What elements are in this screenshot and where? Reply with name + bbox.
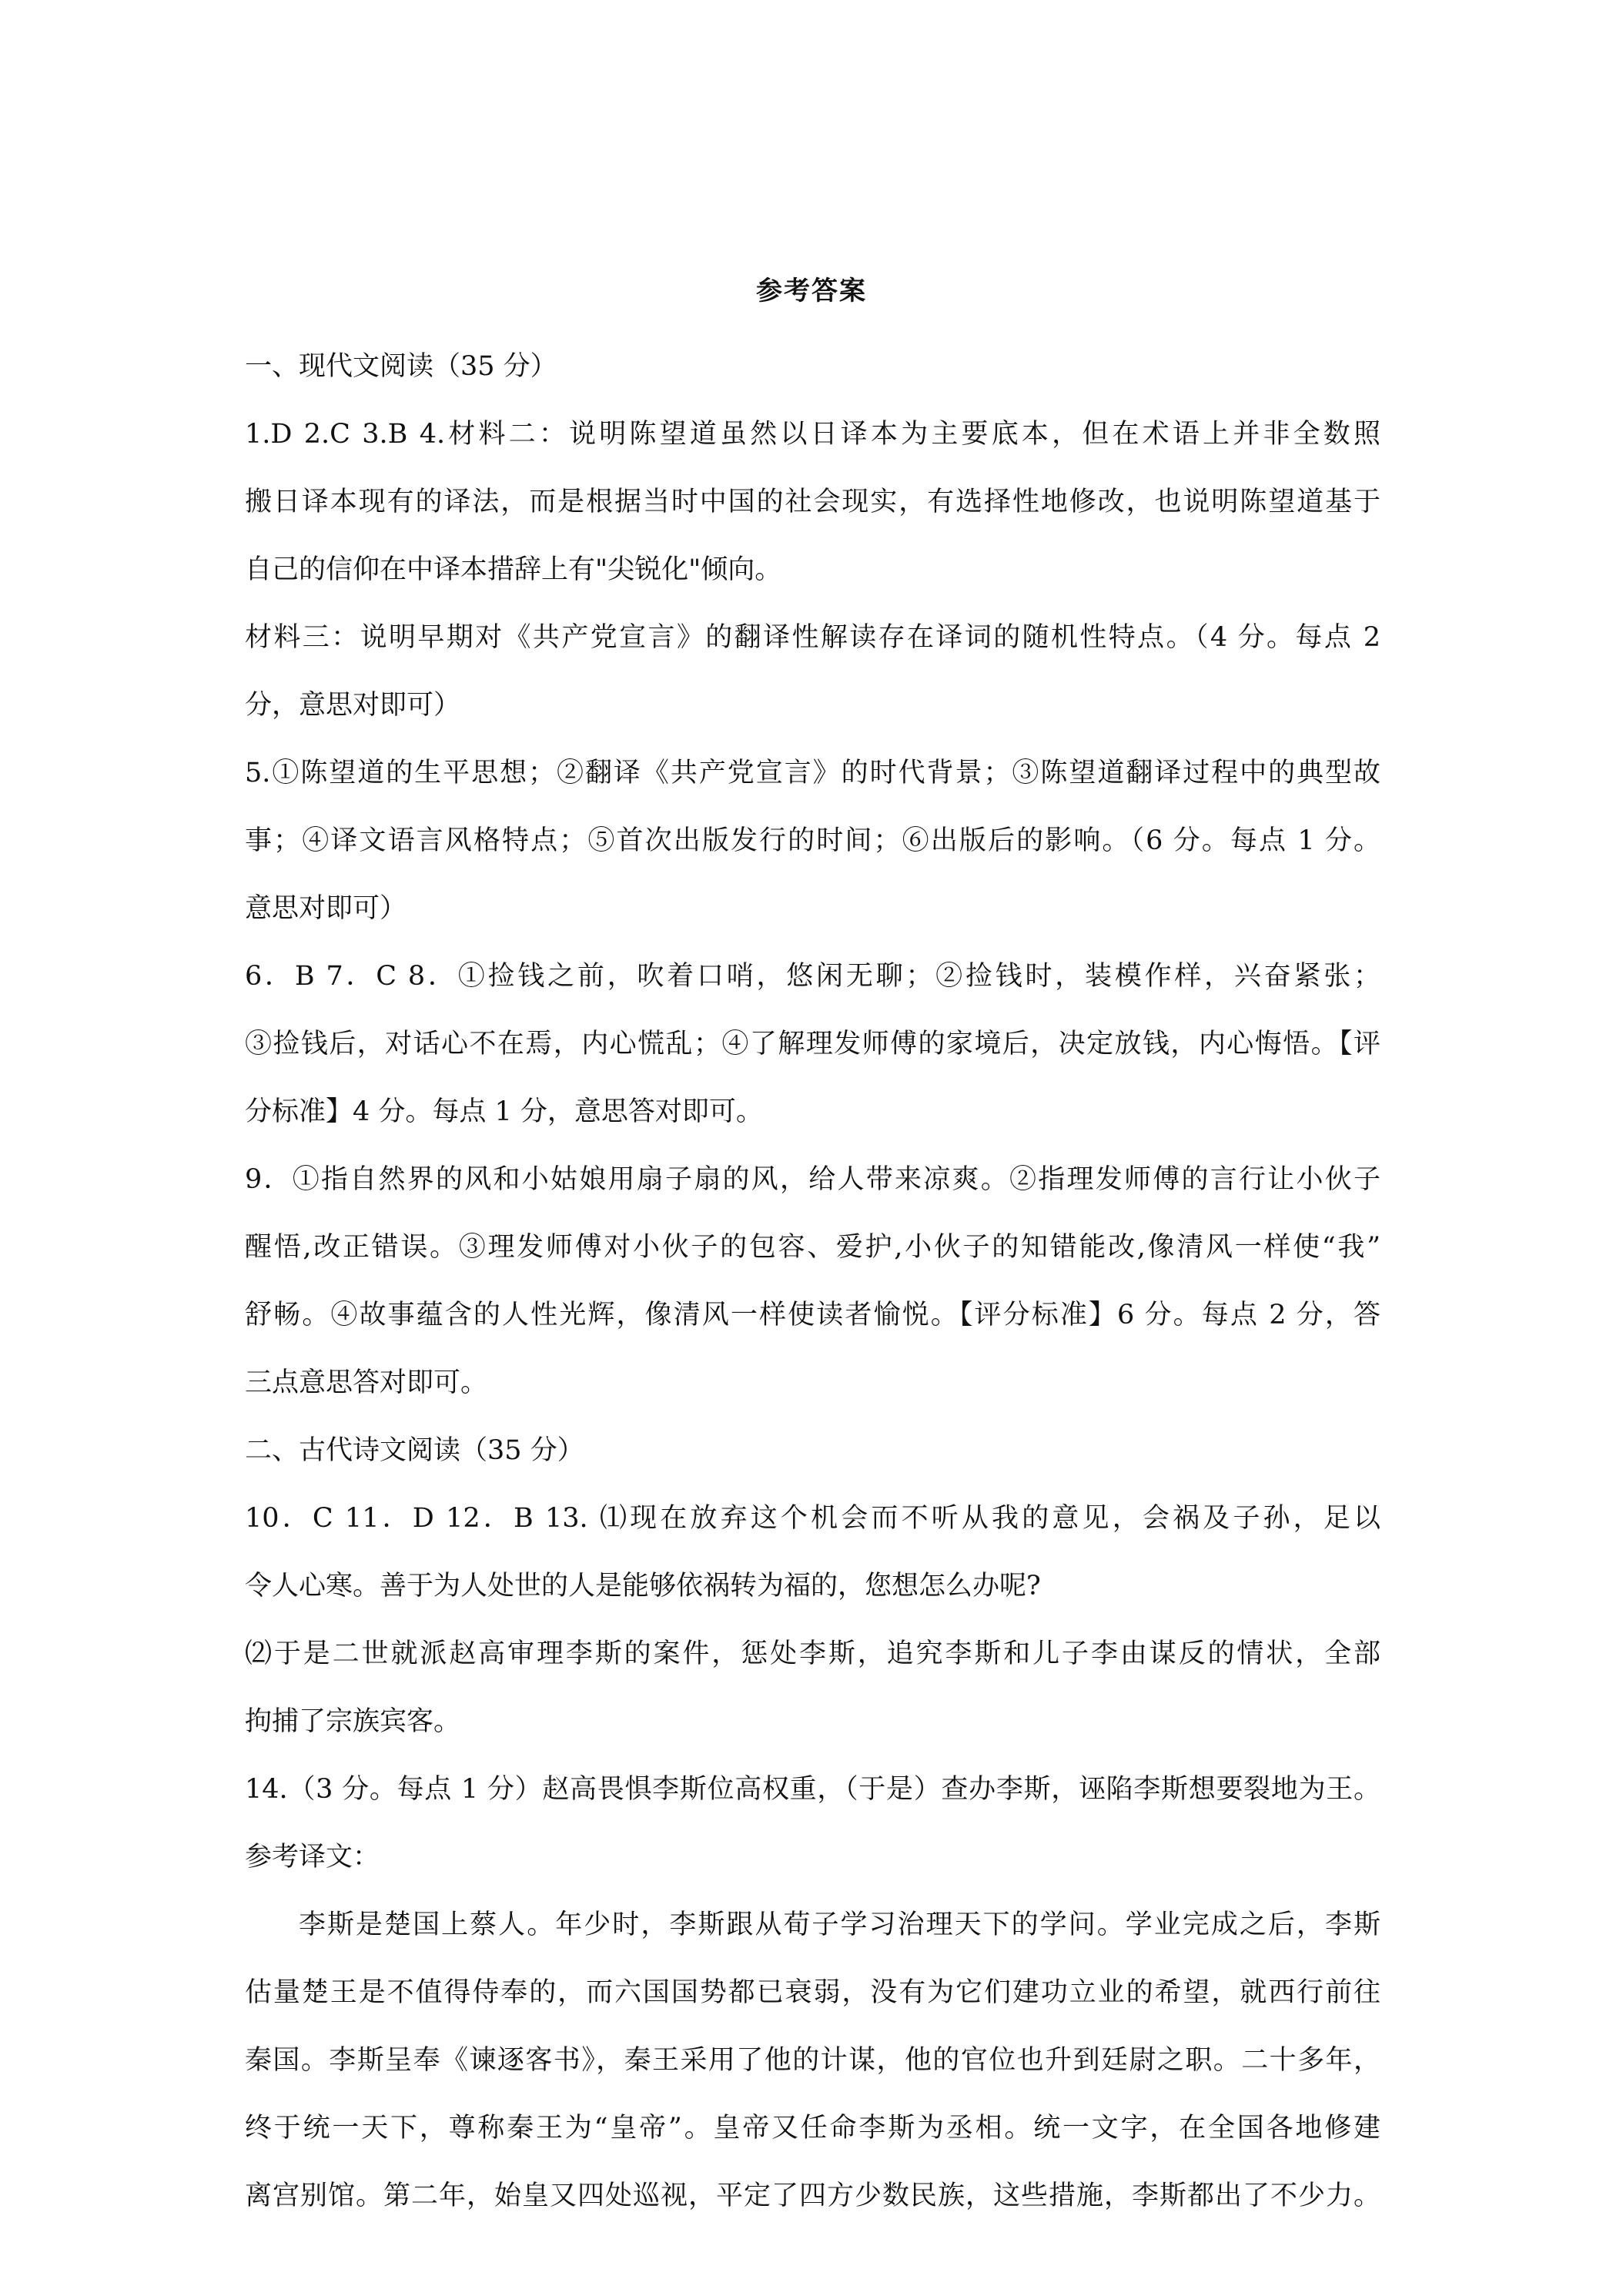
answer-line: 舒畅。④故事蕴含的人性光辉，像清风一样使读者愉悦。【评分标准】6 分。每点 2 分，答: [245, 1300, 1380, 1330]
answer-line: 意思对即可）: [245, 893, 407, 924]
answer-line: 事；④译文语言风格特点；⑤首次出版发行的时间；⑥出版后的影响。（6 分。每点 1 分。: [245, 825, 1380, 856]
page-title: 参考答案: [756, 276, 867, 306]
translation-line: 秦国。李斯呈奉《谏逐客书》，秦王采用了他的计谋，他的官位也升到廷尉之职。二十多年，: [245, 2045, 1380, 2076]
answer-body: [245, 333, 1380, 2230]
answer-line: ③捡钱后，对话心不在焉，内心慌乱；④了解理发师傅的家境后，决定放钱，内心悔悟。【评: [245, 1029, 1380, 1059]
answer-line: 材料三：说明早期对《共产党宣言》的翻译性解读存在译词的随机性特点。（4 分。每点 2: [245, 622, 1380, 653]
translation-heading: 参考译文：: [245, 1842, 380, 1873]
translation-line: 离宫别馆。第二年，始皇又四处巡视，平定了四方少数民族，这些措施，李斯都出了不少力。: [245, 2181, 1380, 2211]
answer-line: 醒悟,改正错误。③理发师傅对小伙子的包容、爱护,小伙子的知错能改,像清风一样使“我”: [245, 1232, 1380, 1263]
answer-line: 搬日译本现有的译法，而是根据当时中国的社会现实，有选择性地修改，也说明陈望道基于: [245, 487, 1380, 517]
answer-line: 5.①陈望道的生平思想；②翻译《共产党宣言》的时代背景；③陈望道翻译过程中的典型故: [245, 758, 1380, 788]
answer-line: 三点意思答对即可。: [245, 1367, 488, 1398]
section-heading-classical-reading: 二、古代诗文阅读（35 分）: [245, 1435, 584, 1466]
translation-line: 终于统一天下，尊称秦王为“皇帝”。皇帝又任命李斯为丞相。统一文字，在全国各地修建: [245, 2113, 1380, 2144]
answer-line: 14.（3 分。每点 1 分）赵高畏惧李斯位高权重，（于是）查办李斯，诬陷李斯想要裂地为王。: [245, 1774, 1380, 1805]
section-heading-modern-reading: 一、现代文阅读（35 分）: [245, 351, 557, 382]
answer-line: 自己的信仰在中译本措辞上有"尖锐化"倾向。: [245, 554, 782, 585]
answer-line: 分标准】4 分。每点 1 分，意思答对即可。: [245, 1096, 763, 1127]
answer-line: 9．①指自然界的风和小姑娘用扇子扇的风，给人带来凉爽。②指理发师傅的言行让小伙子: [245, 1164, 1380, 1195]
answer-line: 拘捕了宗族宾客。: [245, 1706, 461, 1737]
answer-line: 1.D 2.C 3.B 4.材料二：说明陈望道虽然以日译本为主要底本，但在术语上并非全数照: [245, 419, 1380, 450]
answer-line: 分，意思对即可）: [245, 690, 461, 721]
translation-line: 李斯是楚国上蔡人。年少时，李斯跟从荀子学习治理天下的学问。学业完成之后，李斯: [299, 1909, 1380, 1940]
answer-line: ⑵于是二世就派赵高审理李斯的案件，惩处李斯，追究李斯和儿子李由谋反的情状，全部: [245, 1638, 1380, 1669]
answer-line: 令人心寒。善于为人处世的人是能够依祸转为福的，您想怎么办呢?: [245, 1571, 1041, 1602]
answer-line: 6．B 7．C 8．①捡钱之前，吹着口哨，悠闲无聊；②捡钱时，装模作样，兴奋紧张；: [245, 961, 1380, 992]
translation-line: 估量楚王是不值得侍奉的，而六国国势都已衰弱，没有为它们建功立业的希望，就西行前往: [245, 1977, 1380, 2008]
answer-line: 10．C 11．D 12．B 13. ⑴现在放弃这个机会而不听从我的意见，会祸及子孙，足以: [245, 1503, 1380, 1534]
